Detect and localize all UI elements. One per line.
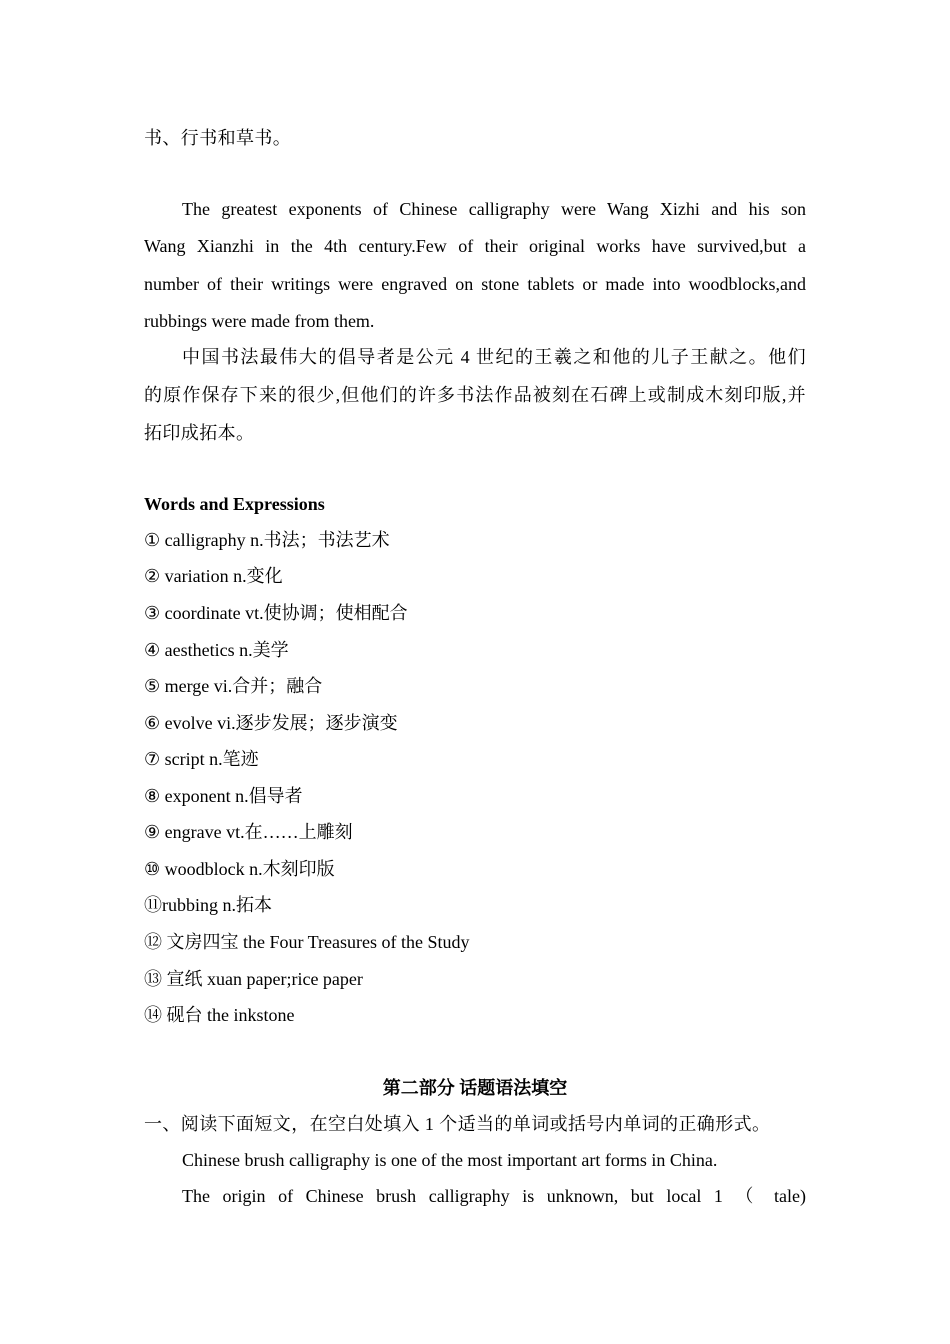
chinese-line-3: 拓印成拓本。 [144, 423, 255, 443]
english-line-2: Wang Xianzhi in the 4th century.Few of their original works have survived,but a [144, 236, 806, 256]
vocab-item: ⑨ engrave vt.在……上雕刻 [144, 822, 353, 842]
passage-line-2: The origin of Chinese brush calligraphy is unknown, but local 1 （ tale) [182, 1186, 806, 1206]
vocab-item: ⑫ 文房四宝 the Four Treasures of the Study [144, 932, 470, 952]
vocab-item: ⑤ merge vi.合并；融合 [144, 676, 323, 696]
english-line-4: rubbings were made from them. [144, 311, 375, 331]
words-heading: Words and Expressions [144, 494, 325, 514]
part-two-heading: 第二部分 话题语法填空 [382, 1078, 568, 1098]
vocab-item: ④ aesthetics n.美学 [144, 640, 289, 660]
chinese-line-1: 中国书法最伟大的倡导者是公元 4 世纪的王羲之和他的儿子王献之。他们 [182, 347, 806, 367]
vocab-item: ⑦ script n.笔迹 [144, 749, 259, 769]
vocab-item: ⑭ 砚台 the inkstone [144, 1005, 295, 1025]
vocab-item: ② variation n.变化 [144, 566, 283, 586]
english-line-1: The greatest exponents of Chinese calligraphy were Wang Xizhi and his son [182, 199, 806, 219]
vocab-item: ⑥ evolve vi.逐步发展；逐步演变 [144, 713, 398, 733]
exercise-instruction: 一、阅读下面短文，在空白处填入 1 个适当的单词或括号内单词的正确形式。 [144, 1114, 771, 1134]
passage-line-1: Chinese brush calligraphy is one of the most important art forms in China. [182, 1150, 718, 1170]
vocab-item: ① calligraphy n.书法；书法艺术 [144, 530, 390, 550]
paragraph-fragment: 书、行书和草书。 [144, 128, 292, 148]
vocab-item: ⑩ woodblock n.木刻印版 [144, 859, 335, 879]
vocab-item: ③ coordinate vt.使协调；使相配合 [144, 603, 408, 623]
vocab-item: ⑪rubbing n.拓本 [144, 895, 272, 915]
chinese-line-2: 的原作保存下来的很少,但他们的许多书法作品被刻在石碑上或制成木刻印版,并 [144, 385, 806, 405]
vocab-item: ⑬ 宣纸 xuan paper;rice paper [144, 969, 363, 989]
english-line-3: number of their writings were engraved on stone tablets or made into woodblocks,and [144, 274, 806, 294]
vocab-item: ⑧ exponent n.倡导者 [144, 786, 303, 806]
